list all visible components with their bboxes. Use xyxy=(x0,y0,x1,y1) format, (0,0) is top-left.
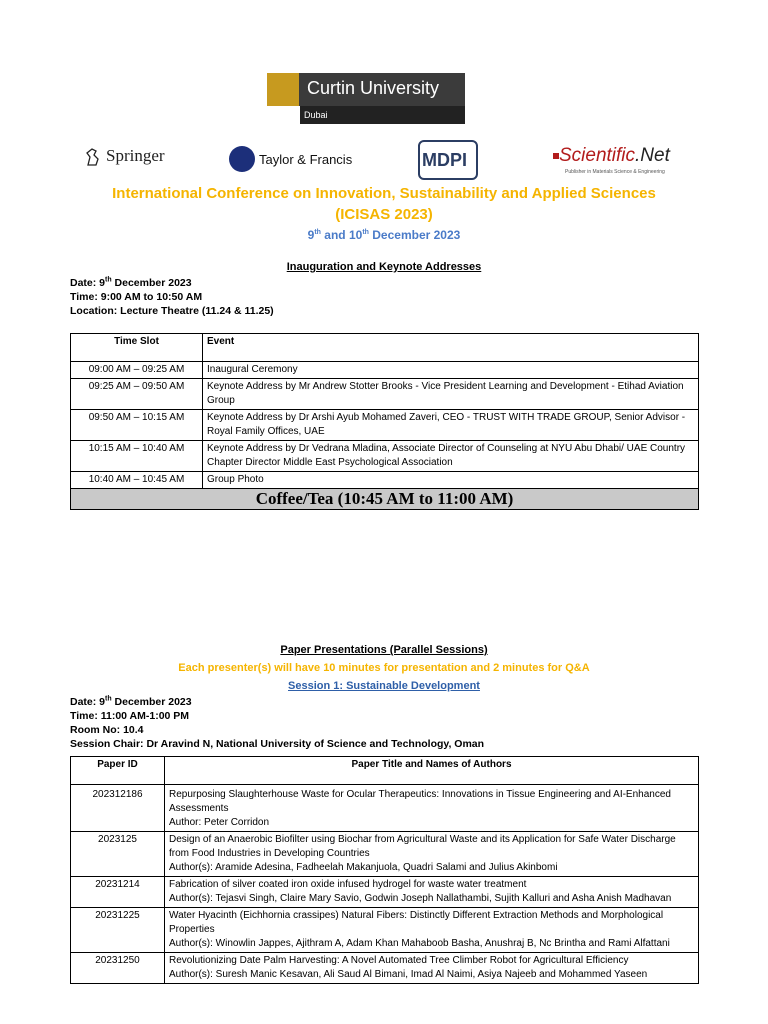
curtin-name: Curtin University xyxy=(307,78,440,98)
papers-note: Each presenter(s) will have 10 minutes for presentation and 2 minutes for Q&A xyxy=(178,662,590,674)
inauguration-table xyxy=(70,333,699,510)
papers-room: Room No: 10.4 xyxy=(70,724,144,736)
papers-date: Date: 9th December 2023 xyxy=(70,695,192,708)
taylor-francis-logo xyxy=(229,146,352,172)
curtin-logo xyxy=(267,73,465,124)
table-row: 20231250 Revolutionizing Date Palm Harvesting: A Novel Automated Tree Climber Robot for Agricultural Efficiency Author(s): Suresh Manic Kesavan, Ali Saud Al Bimani, Imad Al Naimi, Asiya Najeeb and Mohammed Yaseen xyxy=(71,953,699,984)
col-event: Event xyxy=(203,334,699,362)
inauguration-date: Date: 9th December 2023 xyxy=(70,276,192,289)
table-row: 20231225 Water Hyacinth (Eichhornia crassipes) Natural Fibers: Distinctly Different Extraction Methods and Morphological Properties Author(s): Winowlin Jappes, Ajithram A, Adam Khan Mahaboob Basha, Anushraj B, Nc Brintha and Rami Alfattani xyxy=(71,908,699,953)
mdpi-text: MDPI xyxy=(422,150,467,170)
springer-text: Springer xyxy=(106,146,165,165)
curtin-shield-icon xyxy=(267,73,299,106)
inauguration-time: Time: 9:00 AM to 10:50 AM xyxy=(70,291,203,303)
coffee-break: Coffee/Tea (10:45 AM to 11:00 AM) xyxy=(71,489,699,510)
table-row: 09:00 AM – 09:25 AM Inaugural Ceremony xyxy=(71,362,699,379)
inauguration-info xyxy=(70,276,274,318)
col-paper-title: Paper Title and Names of Authors xyxy=(165,757,699,785)
col-time-slot: Time Slot xyxy=(71,334,203,362)
table-row: 10:40 AM – 10:45 AM Group Photo xyxy=(71,472,699,489)
papers-session: Session 1: Sustainable Development xyxy=(288,680,480,692)
table-row: 09:25 AM – 09:50 AM Keynote Address by Mr Andrew Stotter Brooks - Vice President Learning and Development - Etihad Aviation Group xyxy=(71,379,699,410)
conference-title-line2: (ICISAS 2023) xyxy=(335,206,433,223)
mdpi-logo xyxy=(418,140,478,180)
table-row: 2023125 Design of an Anaerobic Biofilter using Biochar from Agricultural Waste and its Application for Safe Water Discharge from Food Industries in Developing Countries Author(s): Aramide Adesina, Fadheelah Makanjuola, Quadri Salami and Julius Akinbomi xyxy=(71,832,699,877)
table-row: 10:15 AM – 10:40 AM Keynote Address by Dr Vedrana Mladina, Associate Director of Counseling at NYU Abu Dhabi/ UAE Country Chapter Director Middle East Psychological Association xyxy=(71,441,699,472)
papers-heading: Paper Presentations (Parallel Sessions) xyxy=(280,644,488,656)
papers-chair: Session Chair: Dr Aravind N, National University of Science and Technology, Oman xyxy=(70,738,485,750)
papers-table xyxy=(70,756,699,984)
table-row: 09:50 AM – 10:15 AM Keynote Address by Dr Arshi Ayub Mohamed Zaveri, CEO - TRUST WITH TRADE GROUP, Senior Advisor - Royal Family Offices, UAE xyxy=(71,410,699,441)
springer-horse-icon xyxy=(84,147,102,167)
col-paper-id: Paper ID xyxy=(71,757,165,785)
conference-title-line1: International Conference on Innovation, Sustainability and Applied Sciences xyxy=(112,185,656,202)
scientific-net-text-a: Scientific xyxy=(559,145,636,166)
table-row: 20231214 Fabrication of silver coated iron oxide infused hydrogel for waste water treatment Author(s): Tejasvi Singh, Claire Mary Savio, Godwin Joseph Nallathambi, Sujith Kalluri and Asha Anish Madhavan xyxy=(71,877,699,908)
papers-info xyxy=(70,695,484,751)
inauguration-heading: Inauguration and Keynote Addresses xyxy=(286,261,482,273)
table-row: 202312186 Repurposing Slaughterhouse Waste for Ocular Therapeutics: Innovations in Tissue Engineering and AI-Enhanced Assessments Author: Peter Corridon xyxy=(71,785,699,832)
scientific-net-sub: Publisher in Materials Science & Engineering xyxy=(565,169,665,175)
taylor-francis-lamp-icon xyxy=(229,146,255,172)
inauguration-location: Location: Lecture Theatre (11.24 & 11.25) xyxy=(70,305,274,317)
papers-time: Time: 11:00 AM-1:00 PM xyxy=(70,710,190,722)
conference-dates: 9th and 10th December 2023 xyxy=(307,228,461,242)
taylor-francis-text: Taylor & Francis xyxy=(259,151,353,167)
curtin-sub: Dubai xyxy=(300,106,465,124)
springer-logo xyxy=(84,146,165,167)
scientific-net-text-b: .Net xyxy=(635,145,670,166)
scientific-net-logo xyxy=(553,145,670,175)
